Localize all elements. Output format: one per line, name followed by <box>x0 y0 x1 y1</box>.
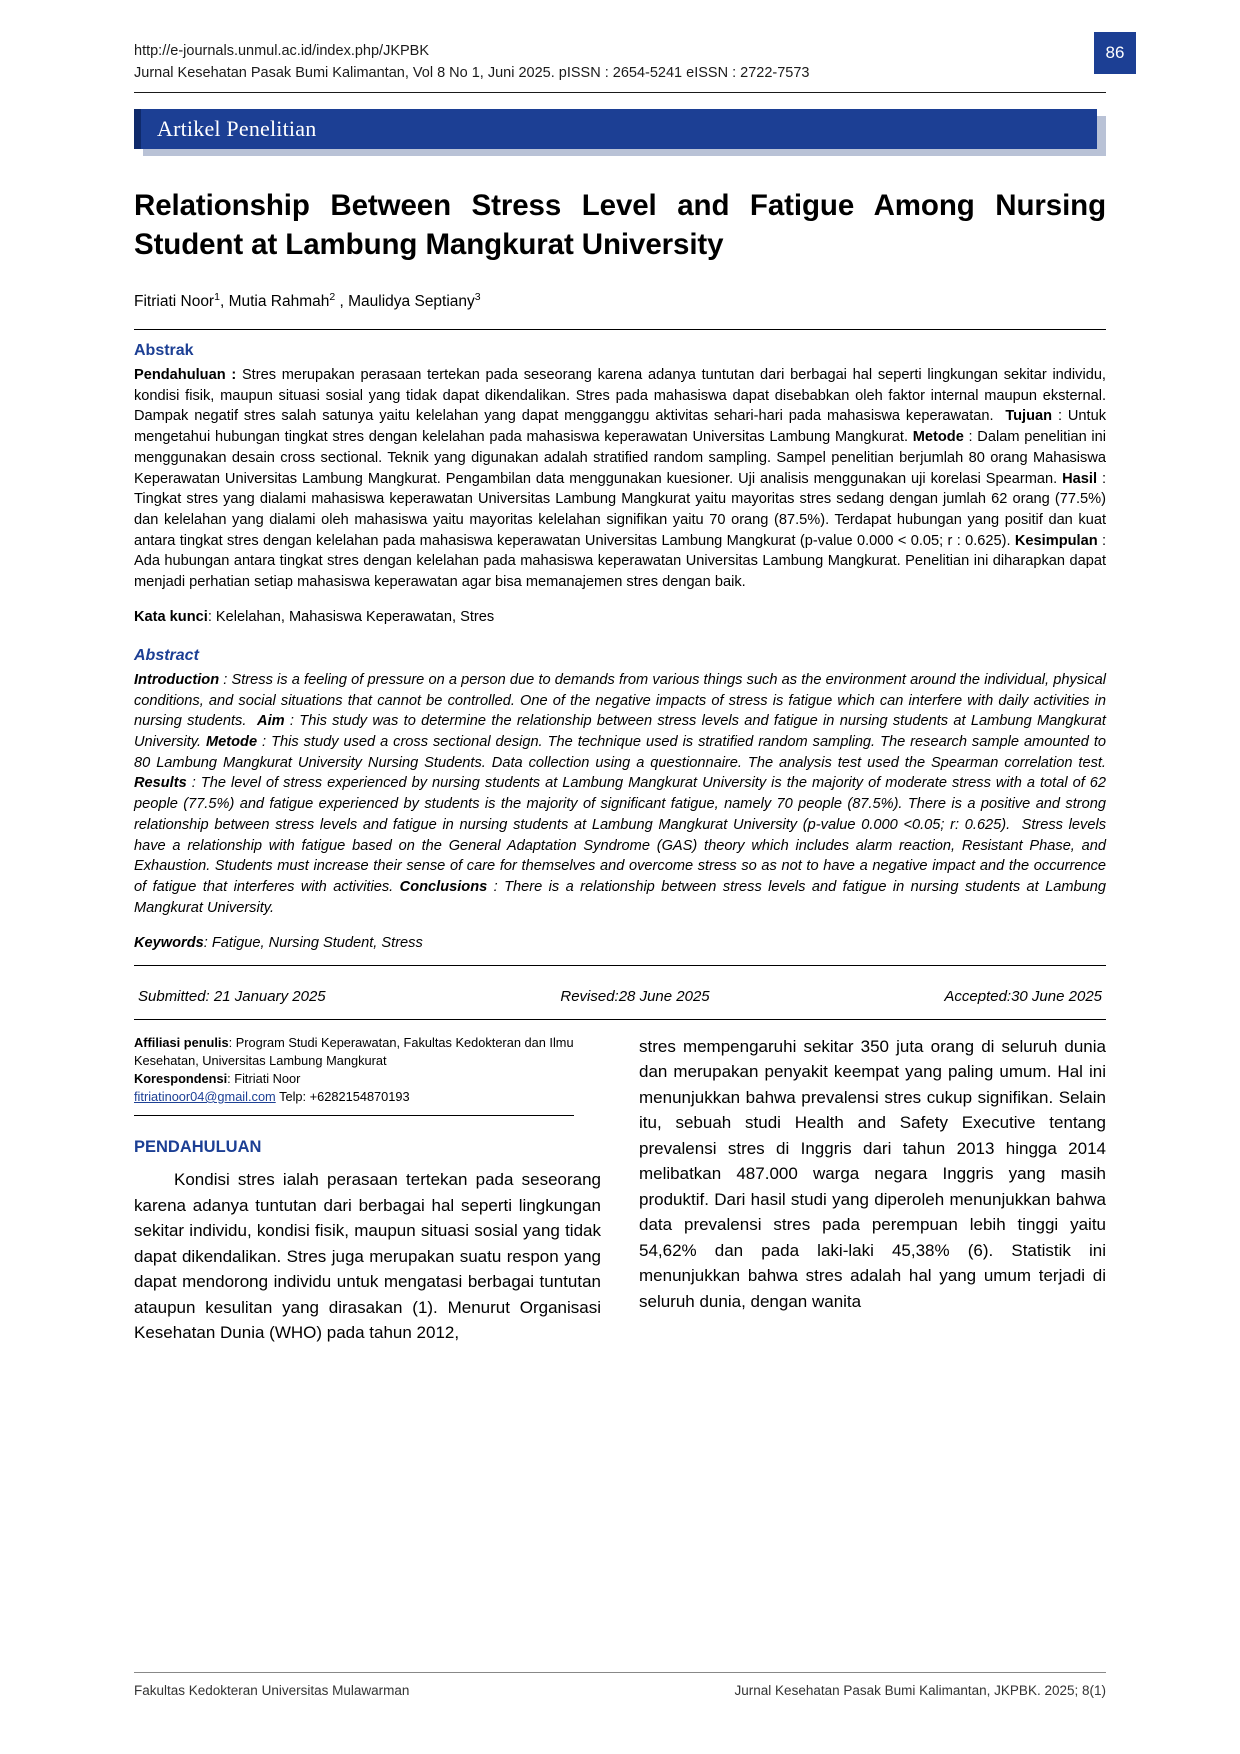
header-divider <box>134 92 1106 93</box>
correspondence-text: : Fitriati Noor <box>227 1070 301 1086</box>
author-affil-marker: 3 <box>474 290 481 303</box>
abstract-body-id: Pendahuluan : Stres merupakan perasaan tertekan pada seseorang karena adanya tuntutan dari berbagai hal seperti lingkungan sekitar individu, kondisi fisik, maupun situasi sosial yang tidak dapat dikendalikan. Stres pada mahasiswa dapat disebabkan oleh faktor internal maupun eksternal. Dampak negatif stres salah satunya yaitu kelelahan yang dapat mengganggu aktivitas sehari-hari pada mahasiswa keperawatan. Tujuan : Untuk mengetahui hubungan tingkat stres dengan kelelahan pada mahasiswa keperawatan Universitas Lambung Mangkurat. Metode : Dalam penelitian ini menggunakan desain cross sectional. Teknik yang digunakan adalah stratified random sampling. Sampel penelitian berjumlah 80 orang Mahasiswa Keperawatan Universitas Lambung Mangkurat. Pengambilan data menggunakan kuesioner. Uji analisis menggunakan uji korelasi Spearman. Hasil : Tingkat stres yang dialami mahasiswa keperawatan Universitas Lambung Mangkurat yaitu mayoritas stres sedang dengan jumlah 62 orang (77.5%) dan kelelahan yang dialami oleh mahasiswa yaitu mayoritas kelelahan signifikan yaitu 70 orang (87.5%). Terdapat hubungan yang positif dan kuat antara tingkat stres dengan kelelahan pada mahasiswa keperawatan Universitas Lambung Mangkurat (p-value 0.000 < 0.05; r : 0.625). Kesimpulan : Ada hubungan antara tingkat stres dengan kelelahan pada mahasiswa keperawatan Universitas Lambung Mangkurat. Penelitian ini diharapkan dapat menjadi perhatian setiap mahasiswa keperawatan agar bisa memanajemen stres dengan baik. <box>134 366 1107 591</box>
banner <box>134 109 1097 149</box>
title-divider <box>134 329 1106 330</box>
body-columns <box>134 1034 1106 1346</box>
section-heading-pendahuluan: PENDAHULUAN <box>134 1138 262 1157</box>
banner-accent-bar <box>134 109 141 149</box>
abstract-heading-en: Abstract <box>134 646 199 664</box>
abstract-body-en: Introduction : Stress is a feeling of pressure on a person due to demands from various things such as the environment around the individual, physical conditions, and social situations that cannot be controlled. One of the negative impacts of stress is fatigue which can interfere with daily activities in nursing students. Aim : This study was to determine the relationship between stress levels and fatigue in nursing students at Lambung Mangkurat University. Metode : This study used a cross sectional design. The technique used is stratified random sampling. The research sample amounted to 80 Lambung Mangkurat University Nursing Students. Data collection using a questionnaire. The analysis test used the Spearman correlation test. Results : The level of stress experienced by nursing students at Lambung Mangkurat University is the majority of moderate stress with a total of 62 people (77.5%) and fatigue experienced by students is the majority of significant fatigue, namely 70 people (87.5%). There is a positive and strong relationship between stress levels and fatigue in nursing students at Lambung Mangkurat University (p-value 0.000 <0.05; r: 0.625). Stress levels have a relationship with fatigue based on the General Adaptation Syndrome (GAS) theory which includes alarm reaction, Resistant Phase, and Exhaustion. Students must increase their sense of care for themselves and overcome stress so as not to have a negative impact and the occurrence of fatigue that interferes with activities. Conclusions : There is a relationship between stress levels and fatigue in nursing students at Lambung Mangkurat University. <box>134 671 1106 916</box>
affiliation-block <box>134 1034 601 1107</box>
body-column-right <box>639 1034 1106 1346</box>
page-header <box>134 40 1125 93</box>
author-affil-marker: 2 <box>329 290 336 303</box>
article-type-banner <box>134 109 1106 153</box>
keywords-id <box>134 609 1106 625</box>
footer-left-text: Fakultas Kedokteran Universitas Mulawarman <box>134 1683 410 1698</box>
body-column-left <box>134 1034 601 1346</box>
keywords-label-id: Kata kunci <box>134 608 208 625</box>
pendahuluan-paragraph-right: stres mempengaruhi sekitar 350 juta orang di seluruh dunia dan merupakan penyakit keempat yang paling umum. Hal ini menunjukkan bahwa prevalensi stres cukup signifikan. Selain itu, sebuah studi Health and Safety Executive tentang prevalensi stres di Inggris dari tahun 2013 hingga 2014 melibatkan 487.000 warga negara Inggris yang masih produktif. Dari hasil studi yang diperoleh menunjukkan bahwa data prevalensi stres pada perempuan lebih tinggi yaitu 54,62% dan pada laki-laki 45,38% (6). Statistik ini menunjukkan bahwa stres adalah hal yang umum terjadi di seluruh dunia, dengan wanita <box>639 1036 1106 1311</box>
date-revised: Revised:28 June 2025 <box>560 987 710 1005</box>
dates-divider-bottom <box>134 1019 1106 1020</box>
date-submitted: Submitted: 21 January 2025 <box>138 987 326 1005</box>
page-content <box>134 40 1125 1346</box>
page-footer <box>134 1672 1106 1698</box>
keywords-label-en: Keywords <box>134 934 204 951</box>
affiliation-divider <box>134 1115 574 1116</box>
correspondence-phone: Telp: +6282154870193 <box>279 1088 410 1104</box>
correspondence-email-link[interactable]: fitriatinoor04@gmail.com <box>134 1088 276 1104</box>
author-affil-marker: 1 <box>214 290 220 303</box>
footer-right-text: Jurnal Kesehatan Pasak Bumi Kalimantan, JKPBK. 2025; 8(1) <box>734 1683 1106 1698</box>
journal-url: http://e-journals.unmul.ac.id/index.php/JKPBK <box>134 43 429 59</box>
affiliation-text: : Program Studi Keperawatan, Fakultas Kedokteran dan Ilmu Kesehatan, Universitas Lambung Mangkurat <box>134 1034 574 1068</box>
date-accepted: Accepted:30 June 2025 <box>944 987 1102 1005</box>
footer-divider <box>134 1672 1106 1673</box>
publication-dates <box>134 988 1106 1005</box>
abstract-heading-id: Abstrak <box>134 341 194 359</box>
pendahuluan-text-left: Kondisi stres ialah perasaan tertekan pada seseorang karena adanya tuntutan dari berbagai hal seperti lingkungan sekitar individu, kondisi fisik, maupun situasi sosial yang tidak dapat dikendalikan. Stres juga merupakan suatu respon yang dapat mendorong individu untuk mengatasi berbagai tuntutan ataupun kesulitan yang dirasakan (1). Menurut Organisasi Kesehatan Dunia (WHO) pada tahun 2012, <box>134 1170 601 1343</box>
author-list: Fitriati Noor$^1$, Mutia Rahmah$^2$ , Maulidya Septiany$^3$ <box>134 290 481 310</box>
page-title: Relationship Between Stress Level and Fatigue Among Nursing Student at Lambung Mangkurat University <box>134 188 1106 261</box>
page-number-badge: 86 <box>1094 32 1136 74</box>
keywords-value-en: : Fatigue, Nursing Student, Stress <box>203 934 423 951</box>
journal-issue-line: Jurnal Kesehatan Pasak Bumi Kalimantan, Vol 8 No 1, Juni 2025. pISSN : 2654-5241 eISSN : 2722-7573 <box>134 65 810 82</box>
pendahuluan-paragraph-left <box>134 1167 601 1346</box>
dates-divider-top <box>134 965 1106 966</box>
affiliation-label: Affiliasi penulis <box>134 1034 229 1050</box>
correspondence-label: Korespondensi <box>134 1070 228 1086</box>
banner-label: Artikel Penelitian <box>157 115 317 141</box>
keywords-en <box>134 935 1106 951</box>
keywords-value-id: : Kelelahan, Mahasiswa Keperawatan, Stres <box>207 608 495 625</box>
